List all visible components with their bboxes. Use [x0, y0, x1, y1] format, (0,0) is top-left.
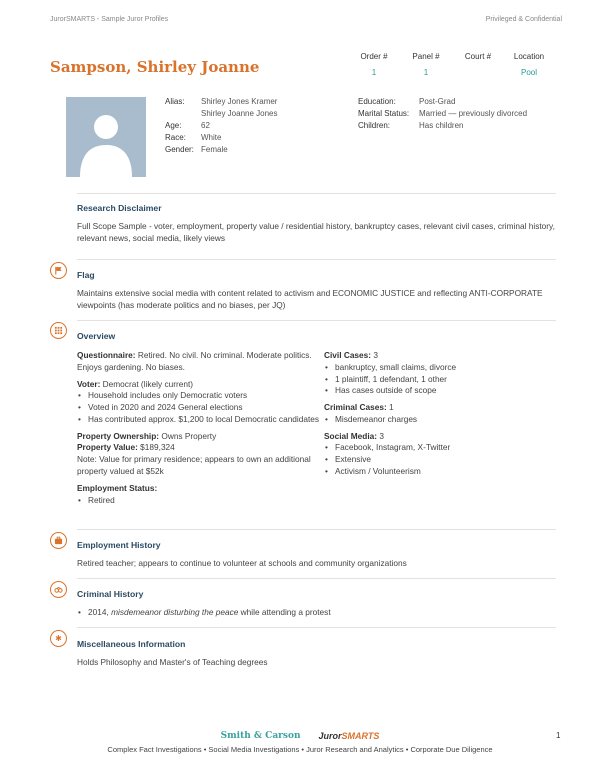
info-value: Married — previously divorced [419, 109, 528, 118]
section-title: Miscellaneous Information [77, 639, 186, 649]
list-item [77, 607, 331, 619]
divider [77, 193, 556, 194]
questionnaire-label: Questionnaire: [77, 350, 136, 360]
personal-info-right [358, 97, 569, 130]
property-value-label: Property Value: [77, 442, 138, 453]
meta-header-order: Order # [360, 52, 388, 61]
list-item: • Retired [77, 495, 324, 507]
civil-cases-block [324, 350, 554, 397]
section-text: Maintains extensive social media with content related to activism and ECONOMIC JUSTICE and reflecting ANTI-CORPORATE viewpoints (has moderate politics and no biases, per JQ) [77, 288, 543, 310]
section-text: Full Scope Sample - voter, employment, property value / residential history, bankruptcy cases, relevant civil cases, criminal history, relevant news, social media, likely views [77, 221, 555, 243]
list-item: • Household includes only Democratic voters [77, 390, 324, 402]
criminal-item-date: 2014, [88, 607, 112, 617]
list-item: • Extensive [324, 454, 554, 466]
info-label: Age: [165, 121, 182, 130]
divider [77, 259, 556, 260]
personal-info-left [165, 97, 331, 154]
page-number: 1 [556, 731, 561, 740]
criminal-cases-count: 1 [386, 402, 394, 413]
civil-cases-count: 3 [371, 350, 378, 360]
employment-history-section [77, 540, 556, 570]
jurorsmarts-logo [319, 731, 380, 741]
header-title: JurorSMARTS - Sample Juror Profiles [50, 16, 169, 23]
list-item: • 1 plaintiff, 1 defendant, 1 other [324, 374, 554, 386]
meta-value-location: Pool [520, 68, 537, 77]
section-title: Overview [77, 331, 116, 341]
person-silhouette-icon [66, 97, 146, 177]
research-disclaimer-section [77, 203, 556, 245]
juror-photo-placeholder [66, 97, 146, 177]
divider [77, 529, 556, 530]
civil-cases-label: Civil Cases: [324, 350, 372, 360]
misc-info-section [77, 639, 556, 669]
info-value: Post-Grad [419, 97, 456, 106]
overview-columns [77, 350, 557, 511]
asterisk-icon: ✱ [50, 630, 67, 647]
section-title: Research Disclaimer [77, 203, 162, 213]
info-label [165, 109, 201, 118]
juror-name: Sampson, Shirley Joanne [50, 58, 260, 76]
overview-left-column [77, 350, 324, 511]
logo-prefix: Juror [318, 731, 342, 741]
footer-tagline: Complex Fact Investigations • Social Media Investigations • Juror Research and Analytics • Corporate Due Diligence [107, 745, 493, 754]
info-value: 62 [201, 121, 210, 130]
list-item: • Has cases outside of scope [324, 385, 554, 397]
info-label: Children: [358, 121, 391, 130]
criminal-cases-label: Criminal Cases: [324, 402, 387, 413]
criminal-item-charge: misdemeanor disturbing the peace [111, 607, 239, 617]
list-item: • Has contributed approx. $1,200 to local Democratic candidates [77, 414, 324, 426]
criminal-history-list [77, 607, 556, 619]
voter-label: Voter: [77, 378, 101, 389]
criminal-cases-block [324, 402, 554, 426]
meta-header-location: Location [513, 52, 545, 61]
list-item: • Activism / Volunteerism [324, 466, 554, 478]
social-media-count: 3 [377, 430, 384, 441]
juror-meta-table [348, 52, 554, 77]
questionnaire-text: Retired. No civil. No criminal. Moderate politics. Enjoys gardening. No biases. [77, 350, 312, 372]
section-title: Flag [77, 270, 95, 280]
info-value: Shirley Jones Kramer [201, 97, 278, 106]
property-value-text: $189,324 [137, 442, 175, 453]
overview-right-column [324, 350, 554, 511]
section-title: Criminal History [77, 589, 144, 599]
divider [77, 320, 556, 321]
confidentiality-notice: Privileged & Confidential [485, 16, 562, 23]
section-title: Employment History [77, 540, 161, 550]
meta-header-court: Court # [464, 52, 492, 61]
employment-status-label: Employment Status: [77, 482, 158, 493]
voter-block [77, 379, 324, 426]
info-label: Education: [358, 97, 396, 106]
property-label: Property Ownership: [77, 430, 160, 441]
meta-value-court [452, 68, 504, 77]
info-label: Alias: [165, 97, 185, 106]
grid-icon [50, 322, 67, 339]
property-note: Note: Value for primary residence; appears to own an additional property valued at $52k [77, 454, 311, 477]
divider [77, 627, 556, 628]
info-label: Race: [165, 133, 186, 142]
social-media-block [324, 431, 554, 478]
page-header [50, 16, 562, 23]
smith-carson-logo: Smith & Carson [220, 731, 301, 741]
section-text: Retired teacher; appears to continue to volunteer at schools and community organizations [77, 558, 407, 568]
info-label: Marital Status: [358, 109, 410, 118]
property-block [77, 431, 324, 478]
info-label: Gender: [165, 145, 194, 154]
info-value: Has children [419, 121, 464, 130]
social-media-label: Social Media: [324, 430, 378, 441]
meta-value-panel: 1 [423, 68, 429, 77]
divider [77, 578, 556, 579]
section-text: Holds Philosophy and Master's of Teaching degrees [77, 657, 268, 667]
list-item: • Voted in 2020 and 2024 General elections [77, 402, 324, 414]
handcuffs-icon [50, 581, 67, 598]
employment-status-block [77, 483, 324, 507]
meta-value-order: 1 [371, 68, 377, 77]
voter-text: Democrat (likely current) [100, 378, 194, 389]
info-value: Shirley Joanne Jones [201, 109, 278, 118]
flag-section [77, 270, 556, 312]
list-item: • Misdemeanor charges [324, 414, 554, 426]
property-text: Owns Property [159, 430, 217, 441]
criminal-history-section [77, 589, 556, 619]
logo-suffix: SMARTS [341, 731, 380, 741]
meta-header-panel: Panel # [412, 52, 440, 61]
info-value: White [201, 133, 222, 142]
questionnaire-block [77, 350, 324, 374]
briefcase-icon [50, 532, 67, 549]
overview-section [77, 331, 556, 349]
info-value: Female [201, 145, 228, 154]
list-item: • bankruptcy, small claims, divorce [324, 362, 554, 374]
list-item: • Facebook, Instagram, X-Twitter [324, 442, 554, 454]
criminal-item-context: while attending a protest [238, 607, 331, 617]
flag-icon [50, 262, 67, 279]
footer-logos [0, 731, 600, 741]
